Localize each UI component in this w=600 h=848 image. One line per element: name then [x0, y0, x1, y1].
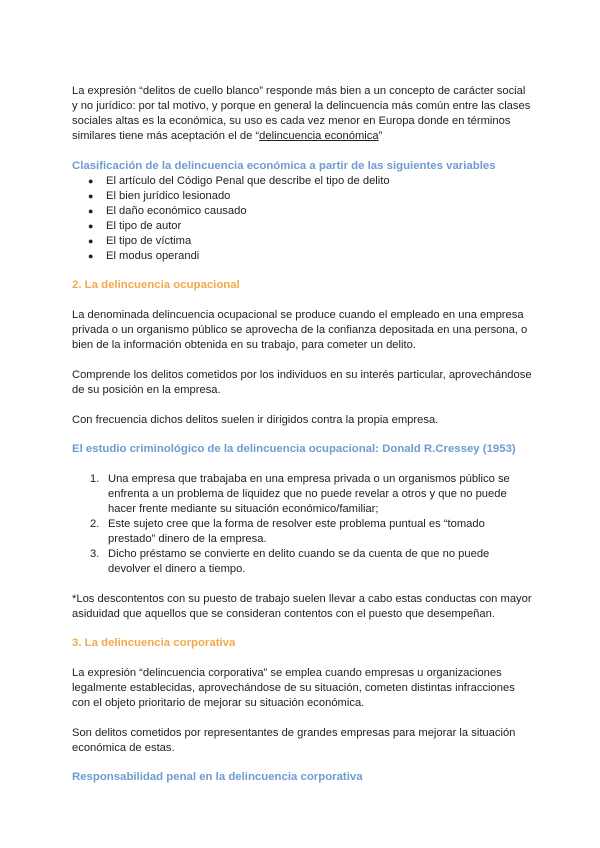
list-item: ● El tipo de autor [72, 219, 532, 234]
delincuencia-economica-link[interactable]: delincuencia económica [259, 130, 379, 142]
list-item: 2. Este sujeto cree que la forma de resolver este problema puntual es “tomado prestado” dinero de la empresa. [90, 518, 485, 545]
list-item: ● El modus operandi [72, 249, 532, 264]
cressey-heading: El estudio criminológico de la delincuencia ocupacional: Donald R.Cressey (1953) [72, 443, 516, 455]
classification-list [72, 174, 532, 264]
list-item: ● El bien jurídico lesionado [72, 189, 532, 204]
section2-paragraph-1: La denominada delincuencia ocupacional se produce cuando el empleado en una empresa privada o un organismo público se aprovecha de la confianza depositada en una persona, o bien de la información obtenida en su trabajo, para cometer un delito. [72, 309, 528, 351]
list-item: ● El artículo del Código Penal que describe el tipo de delito [72, 174, 532, 189]
section2-paragraph-2: Comprende los delitos cometidos por los individuos en su interés particular, aprovechándose de su posición en la empresa. [72, 369, 532, 396]
list-item: 1. Una empresa que trabajaba en una empresa privada o un organismos público se enfrenta a un problema de liquidez que no puede revelar a otros y que no puede hacer frente mediante su situación económico/familiar; [90, 473, 510, 515]
list-item: ● El daño económico causado [72, 204, 532, 219]
section3-paragraph-1: La expresión “delincuencia corporativa” se emplea cuando empresas u organizaciones legalmente establecidas, aprovechándose de su situación, cometen distintas infracciones con el objeto prioritario de mejorar su situación económica. [72, 667, 515, 709]
section2-heading: 2. La delincuencia ocupacional [72, 279, 240, 291]
list-item: ● El tipo de víctima [72, 234, 532, 249]
cressey-note: *Los descontentos con su puesto de trabajo suelen llevar a cabo estas conductas con mayor asiduidad que aquellos que se consideran contentos con el puesto que desempeñan. [72, 593, 532, 620]
cressey-list [72, 472, 532, 577]
list-item: 3. Dicho préstamo se convierte en delito cuando se da cuenta de que no puede devolver el dinero a tiempo. [90, 548, 490, 575]
section3-paragraph-2: Son delitos cometidos por representantes de grandes empresas para mejorar la situación económica de estas. [72, 727, 516, 754]
document-page [72, 84, 532, 785]
classification-heading: Clasificación de la delincuencia económica a partir de las siguientes variables [72, 160, 496, 172]
intro-paragraph: La expresión “delitos de cuello blanco” responde más bien a un concepto de carácter social y no jurídico: por tal motivo, y porque en general la delincuencia más común entre las clases sociales altas es la económica, su uso es cada vez menor en Europa donde en términos similares tiene más aceptación el de “delincuencia económica” [72, 85, 531, 142]
section2-paragraph-3: Con frecuencia dichos delitos suelen ir dirigidos contra la propia empresa. [72, 414, 439, 426]
section3-heading: 3. La delincuencia corporativa [72, 637, 236, 649]
responsabilidad-heading: Responsabilidad penal en la delincuencia corporativa [72, 771, 363, 783]
